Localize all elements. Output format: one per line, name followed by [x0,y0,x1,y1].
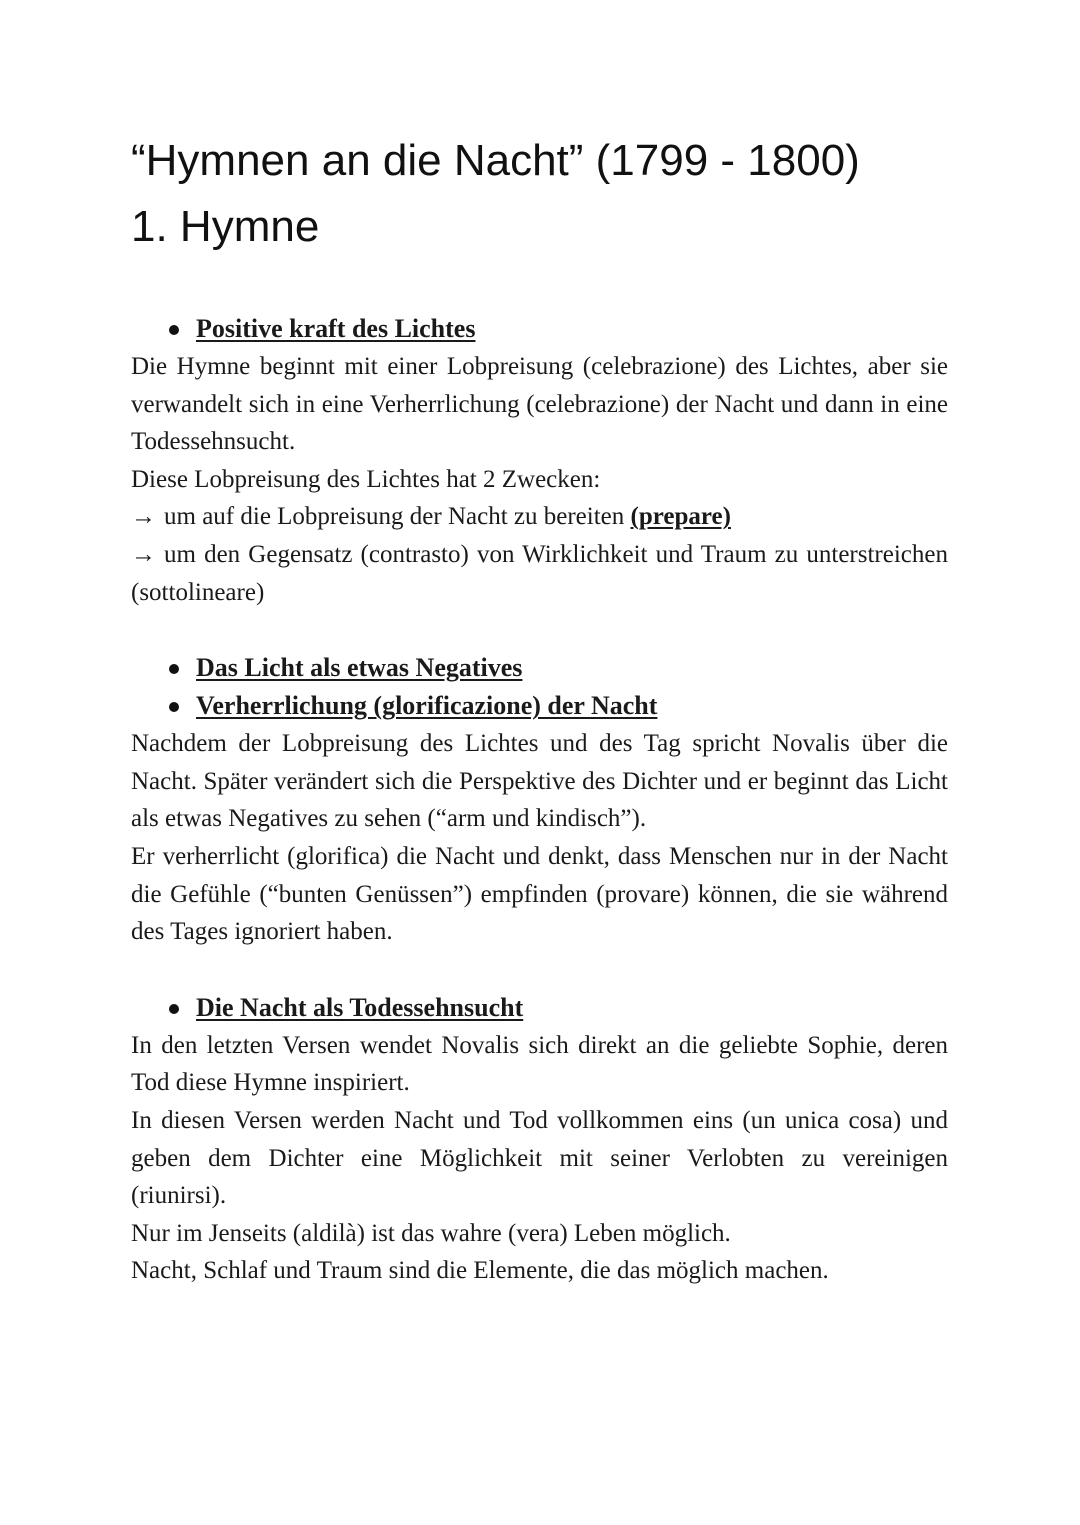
section-heading: Positive kraft des Lichtes [131,310,948,348]
arrow-item: → um den Gegensatz (contrasto) von Wirklichkeit und Traum zu unterstreichen (sottolineare) [131,540,948,606]
bullet-icon [169,664,179,674]
bullet-icon [169,702,179,712]
section-night-death [131,989,948,1290]
paragraph: Nacht, Schlaf und Traum sind die Elemente, die das möglich machen. [131,1257,829,1285]
document-subtitle: 1. Hymne [131,202,320,251]
paragraph: Nur im Jenseits (aldilà) ist das wahre (vera) Leben möglich. [131,1219,731,1247]
paragraph: Diese Lobpreisung des Lichtes hat 2 Zwecken: [131,465,601,493]
arrow-item: → um auf die Lobpreisung der Nacht zu bereiten (prepare) [131,503,731,531]
section-heading: Das Licht als etwas Negatives [131,649,948,687]
paragraph: In den letzten Versen wendet Novalis sich direkt an die geliebte Sophie, deren Tod diese Hymne inspiriert. [131,1031,948,1097]
paragraph: In diesen Versen werden Nacht und Tod vollkommen eins (un unica cosa) und geben dem Dichter eine Möglichkeit mit seiner Verlobten zu vereinigen (riunirsi). [131,1106,948,1210]
bullet-icon [169,1004,179,1014]
paragraph: Die Hymne beginnt mit einer Lobpreisung (celebrazione) des Lichtes, aber sie verwandelt sich in eine Verherrlichung (celebrazione) der Nacht und dann in eine Todessehnsucht. [131,353,948,456]
arrow-right-icon: → [131,540,156,568]
document-page [131,128,948,1290]
paragraph: Nachdem der Lobpreisung des Lichtes und des Tag spricht Novalis über die Nacht. Später verändert sich die Perspektive des Dichter und er beginnt das Licht als etwas Negatives zu sehen (“arm und kindisch”). [131,730,948,833]
section-positive-light [131,310,948,611]
arrow-right-icon: → [131,503,156,531]
section-heading: Verherrlichung (glorificazione) der Nacht [131,687,948,725]
section-heading: Die Nacht als Todessehnsucht [131,989,948,1027]
paragraph: Er verherrlicht (glorifica) die Nacht und denkt, dass Menschen nur in der Nacht die Gefühle (“bunten Genüssen”) empfinden (provare) können, die sie während des Tages ignoriert haben. [131,842,948,946]
bullet-icon [169,325,179,335]
document-title: “Hymnen an die Nacht” (1799 - 1800) [131,136,860,185]
section-negative-light [131,649,948,951]
